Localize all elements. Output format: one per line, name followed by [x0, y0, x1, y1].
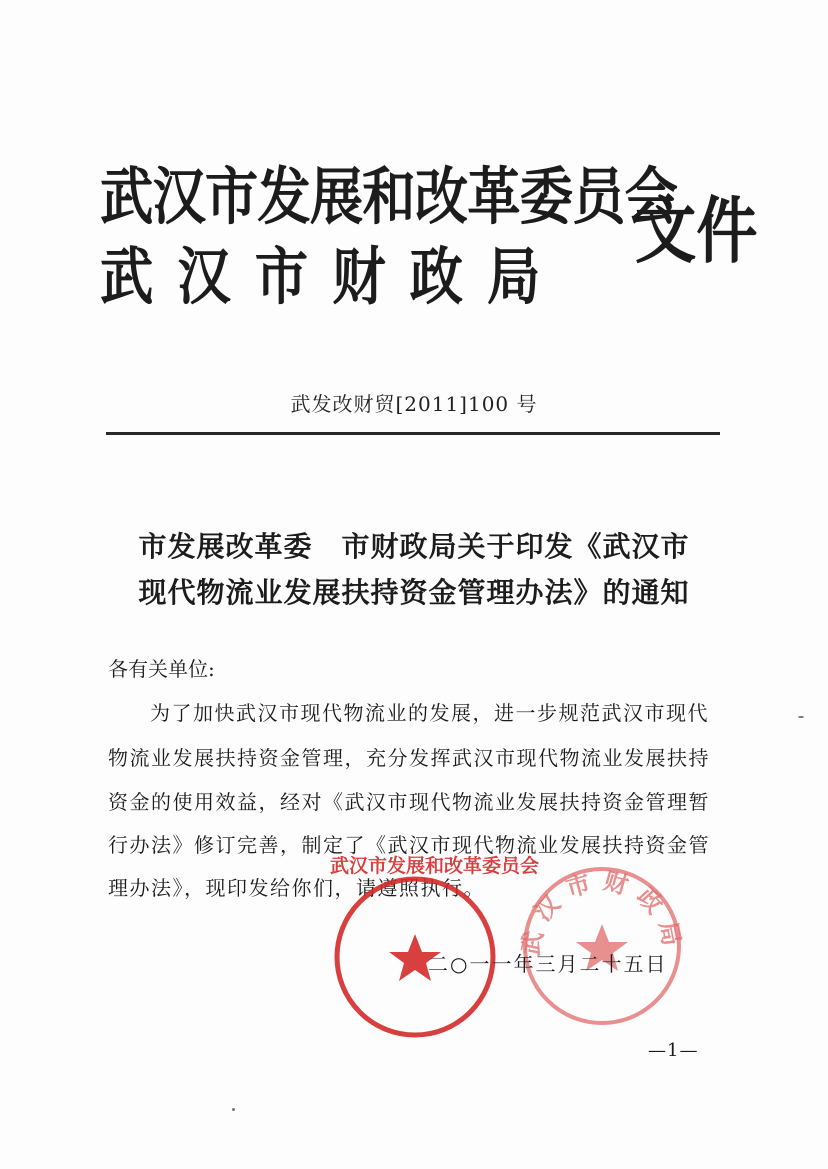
- body-line: 资金的使用效益，经对《武汉市现代物流业发展扶持资金管理暂: [108, 790, 710, 814]
- body-line: 理办法》，现印发给你们，请遵照执行。: [108, 876, 485, 900]
- seal-2-text: 武汉市财政局: [516, 866, 688, 958]
- title-line-2: 现代物流业发展扶持资金管理办法》的通知: [138, 576, 690, 609]
- page-number: —1—: [648, 1040, 699, 1061]
- seal-1-text: 武汉市发展和改革委员会: [330, 855, 540, 877]
- body-line: 为了加快武汉市现代物流业的发展，进一步规范武汉市现代: [150, 701, 709, 725]
- issue-date: 二○一一年三月二十五日: [428, 952, 668, 976]
- title-line-1: 市发展改革委 市财政局关于印发《武汉市: [138, 530, 690, 563]
- seal-finance-bureau: [518, 862, 686, 1030]
- scan-speck: [232, 1108, 235, 1111]
- body-line: 物流业发展扶持资金管理，充分发挥武汉市现代物流业发展扶持: [108, 746, 710, 770]
- header-rule: [106, 432, 720, 435]
- body-line: 行办法》修订完善，制定了《武汉市现代物流业发展扶持资金管: [108, 833, 710, 857]
- salutation: 各有关单位:: [108, 657, 215, 681]
- document-number: 武发改财贸[2011]100 号: [290, 392, 538, 416]
- issuer-line-2: 武汉市财政局: [100, 240, 565, 313]
- issuer-line-1: 武汉市发展和改革委员会: [100, 160, 678, 233]
- doc-type-word: 文件: [635, 189, 758, 273]
- scan-speck: [798, 716, 804, 718]
